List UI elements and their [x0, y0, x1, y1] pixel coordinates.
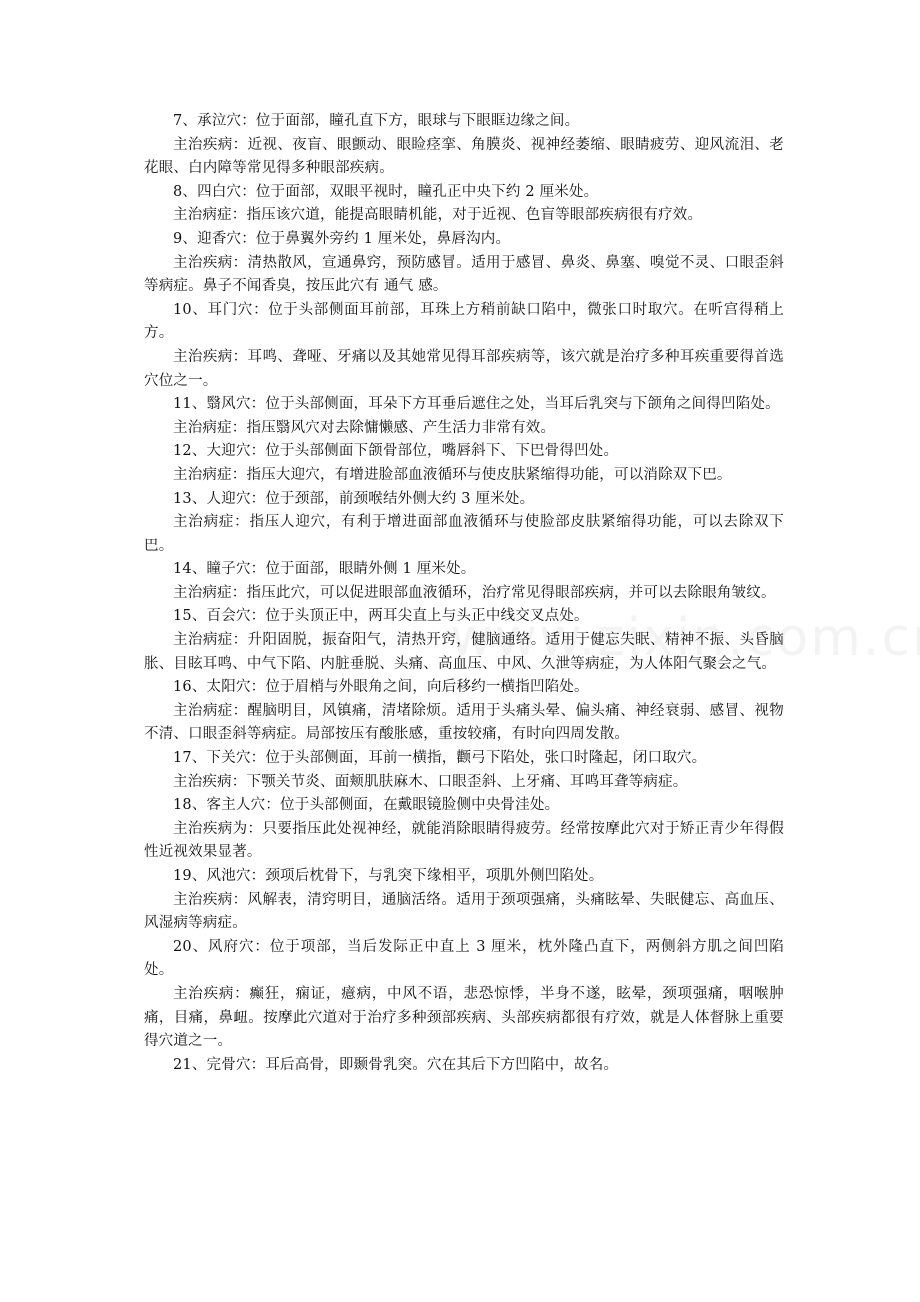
paragraph: 12、大迎穴：位于头部侧面下颌骨部位，嘴唇斜下、下巴骨得凹处。	[173, 443, 619, 460]
paragraph: 15、百会穴：位于头顶正中，两耳尖直上与头正中线交叉点处。	[173, 608, 589, 625]
paragraph: 主治疾病为：只要指压此处视神经，就能消除眼睛得疲劳。经常按摩此穴对于矫正青少年得假性近视效果显著。	[144, 820, 784, 861]
paragraph: 主治病症：指压人迎穴，有利于增进面部血液循环与使脸部皮肤紧缩得功能，可以去除双下巴。	[144, 514, 784, 554]
paragraph: 21、完骨穴：耳后高骨，即颞骨乳突。穴在其后下方凹陷中，故名。	[173, 1056, 619, 1073]
paragraph: 18、客主人穴：位于头部侧面，在戴眼镜脸侧中央骨洼处。	[173, 797, 560, 814]
paragraph: 主治疾病：清热散风，宣通鼻窍，预防感冒。适用于感冒、鼻炎、鼻塞、嗅觉不灵、口眼歪斜等病症。鼻子不闻香臭，按压此穴有 通气 感。	[144, 254, 784, 295]
paragraph: 14、瞳子穴：位于面部，眼睛外侧 1 厘米处。	[173, 561, 476, 578]
paragraph: 主治疾病：近视、夜盲、眼颤动、眼睑痉挛、角膜炎、视神经萎缩、眼睛疲劳、迎风流泪、老花眼、白内障等常见得多种眼部疾病。	[144, 136, 784, 177]
paragraph: 8、四白穴：位于面部，双眼平视时，瞳孔正中央下约 2 厘米处。	[173, 183, 599, 200]
paragraph: 16、太阳穴：位于眉梢与外眼角之间，向后移约一横指凹陷处。	[173, 679, 589, 696]
paragraph: 主治病症：指压该穴道，能提高眼睛机能，对于近视、色盲等眼部疾病很有疗效。	[173, 207, 703, 224]
paragraph: 7、承泣穴：位于面部，瞳孔直下方，眼球与下眼眶边缘之间。	[173, 113, 580, 129]
paragraph: 10、耳门穴：位于头部侧面耳前部，耳珠上方稍前缺口陷中，微张口时取穴。在听宫得稍上方。	[144, 301, 784, 342]
paragraph: 主治病症：升阳固脱，振奋阳气，清热开窍，健脑通络。适用于健忘失眠、精神不振、头昏脑胀、目眩耳鸣、中气下陷、内脏垂脱、头痛、高血压、中风、久泄等病症，为人体阳气聚会之气。	[144, 632, 784, 672]
paragraph: 主治病症：指压大迎穴，有增进脸部血液循环与使皮肤紧缩得功能，可以消除双下巴。	[173, 466, 732, 483]
paragraph: 主治疾病：癫狂，痫证，癔病，中风不语，悲恐惊悸，半身不遂，眩晕，颈项强痛，咽喉肿痛，目痛，鼻衄。按摩此穴道对于治疗多种颈部疾病、头部疾病都很有疗效，就是人体督脉上重要得穴道之一。	[144, 985, 784, 1050]
paragraph: 11、翳风穴：位于头部侧面，耳朵下方耳垂后遮住之处，当耳后乳突与下颌角之间得凹陷处。	[173, 396, 780, 413]
paragraph: 9、迎香穴：位于鼻翼外旁约 1 厘米处，鼻唇沟内。	[173, 230, 511, 247]
paragraph: 13、人迎穴：位于颈部，前颈喉结外侧大约 3 厘米处。	[173, 490, 535, 507]
paragraph: 主治疾病：下颚关节炎、面颊肌肤麻木、口眼歪斜、上牙痛、耳鸣耳聋等病症。	[173, 773, 688, 790]
paragraph: 主治病症：指压翳风穴对去除慵懒感、产生活力非常有效。	[173, 419, 556, 436]
paragraph: 主治病症：醒脑明目，风镇痛，清堵除烦。适用于头痛头晕、偏头痛、神经衰弱、感冒、视物不清、口眼歪斜等病症。局部按压有酸胀感，重按较痛，有时向四周发散。	[144, 702, 784, 743]
paragraph: 主治疾病：风解表，清窍明目，通脑活络。适用于颈项强痛，头痛眩晕、失眠健忘、高血压、风湿病等病症。	[144, 891, 784, 932]
paragraph: 20、风府穴：位于项部，当后发际正中直上 3 厘米，枕外隆凸直下，两侧斜方肌之间凹陷处。	[144, 938, 784, 979]
paragraph: 17、下关穴：位于头部侧面，耳前一横指，颧弓下陷处，张口时隆起，闭口取穴。	[173, 750, 707, 767]
paragraph: 19、风池穴：颈项后枕骨下，与乳突下缘相平，项肌外侧凹陷处。	[173, 868, 604, 884]
document-body	[144, 110, 784, 1077]
paragraph: 主治病症：指压此穴，可以促进眼部血液循环，治疗常见得眼部疾病，并可以去除眼角皱纹。	[173, 584, 776, 601]
paragraph: 主治疾病：耳鸣、聋哑、牙痛以及其她常见得耳部疾病等，该穴就是治疗多种耳疾重要得首选穴位之一。	[144, 348, 784, 389]
